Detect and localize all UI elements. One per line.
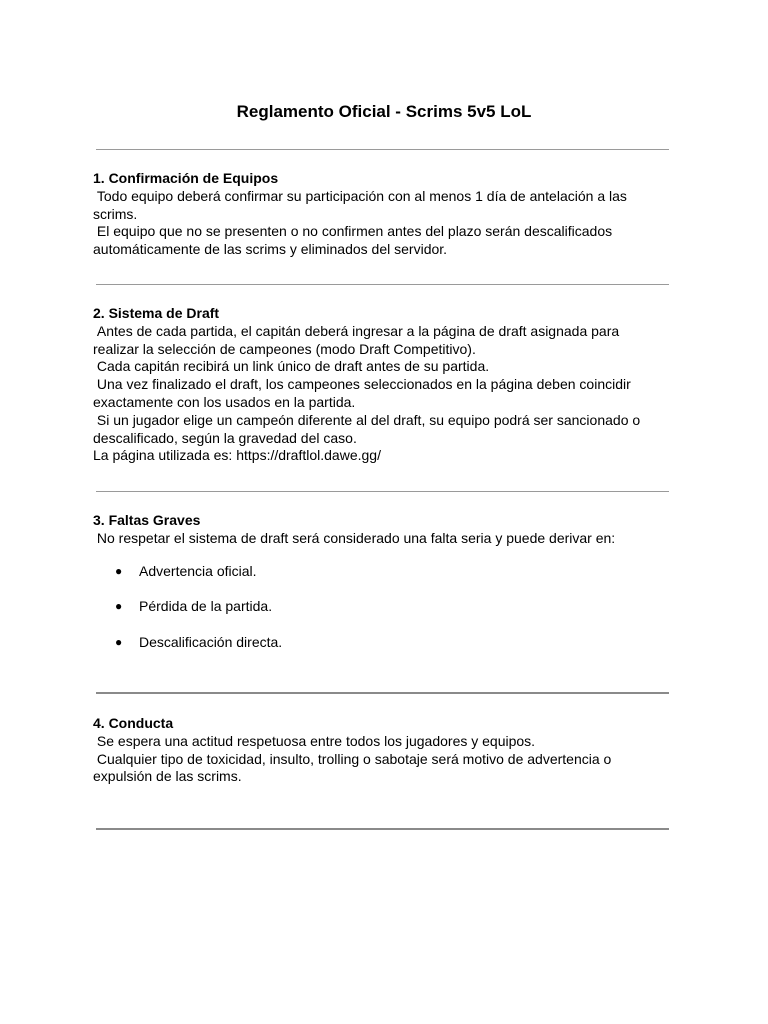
list-item <box>93 598 668 634</box>
bullet-icon: ● <box>115 599 123 614</box>
page-title: Reglamento Oficial - Scrims 5v5 LoL <box>236 102 532 121</box>
section-paragraph: Antes de cada partida, el capitán deberá ingresar a la página de draft asignada para realizar la selección de campeones (modo Draft Competitivo). <box>93 322 624 357</box>
section-heading: 4. Conducta <box>93 715 174 731</box>
divider <box>96 284 669 285</box>
section-paragraph: Una vez finalizado el draft, los campeones seleccionados en la página deben coincidir exactamente con los usados en la partida. <box>93 376 635 410</box>
list-item-label: Pérdida de la partida. <box>139 598 273 615</box>
draft-page-link-text: La página utilizada es: https://draftlol.dawe.gg/ <box>93 447 381 464</box>
divider <box>96 692 669 694</box>
section-paragraph: No respetar el sistema de draft será considerado una falta seria y puede derivar en: <box>93 529 616 546</box>
section-paragraph: El equipo que no se presenten o no confirmen antes del plazo serán descalificados automáticamente de las scrims y eliminados del servidor. <box>93 223 617 258</box>
list-item <box>93 634 668 670</box>
section-paragraph: Cada capitán recibirá un link único de draft antes de su partida. <box>93 358 490 375</box>
list-item <box>93 563 668 599</box>
sanctions-list <box>93 563 668 670</box>
section-paragraph: Cualquier tipo de toxicidad, insulto, trolling o sabotaje será motivo de advertencia o expulsión de las scrims. <box>93 750 616 785</box>
bullet-icon: ● <box>115 563 123 578</box>
divider <box>96 491 669 492</box>
section-heading: 1. Confirmación de Equipos <box>93 170 279 186</box>
divider <box>96 149 669 150</box>
section-paragraph: Se espera una actitud respetuosa entre todos los jugadores y equipos. <box>93 732 536 749</box>
list-item-label: Descalificación directa. <box>139 633 283 650</box>
section-confirmacion-equipos <box>93 170 668 259</box>
section-heading: 3. Faltas Graves <box>93 512 201 528</box>
divider <box>96 828 669 830</box>
section-conducta <box>93 715 668 786</box>
section-faltas-graves <box>93 512 668 669</box>
bullet-icon: ● <box>115 634 123 649</box>
list-item-label: Advertencia oficial. <box>139 562 257 579</box>
section-paragraph: Todo equipo deberá confirmar su participación con al menos 1 día de antelación a las scrims. <box>93 187 631 222</box>
section-heading: 2. Sistema de Draft <box>93 305 220 321</box>
section-paragraph: Si un jugador elige un campeón diferente al del draft, su equipo podrá ser sancionado o descalificado, según la gravedad del caso. <box>93 411 645 446</box>
section-sistema-draft <box>93 305 668 465</box>
